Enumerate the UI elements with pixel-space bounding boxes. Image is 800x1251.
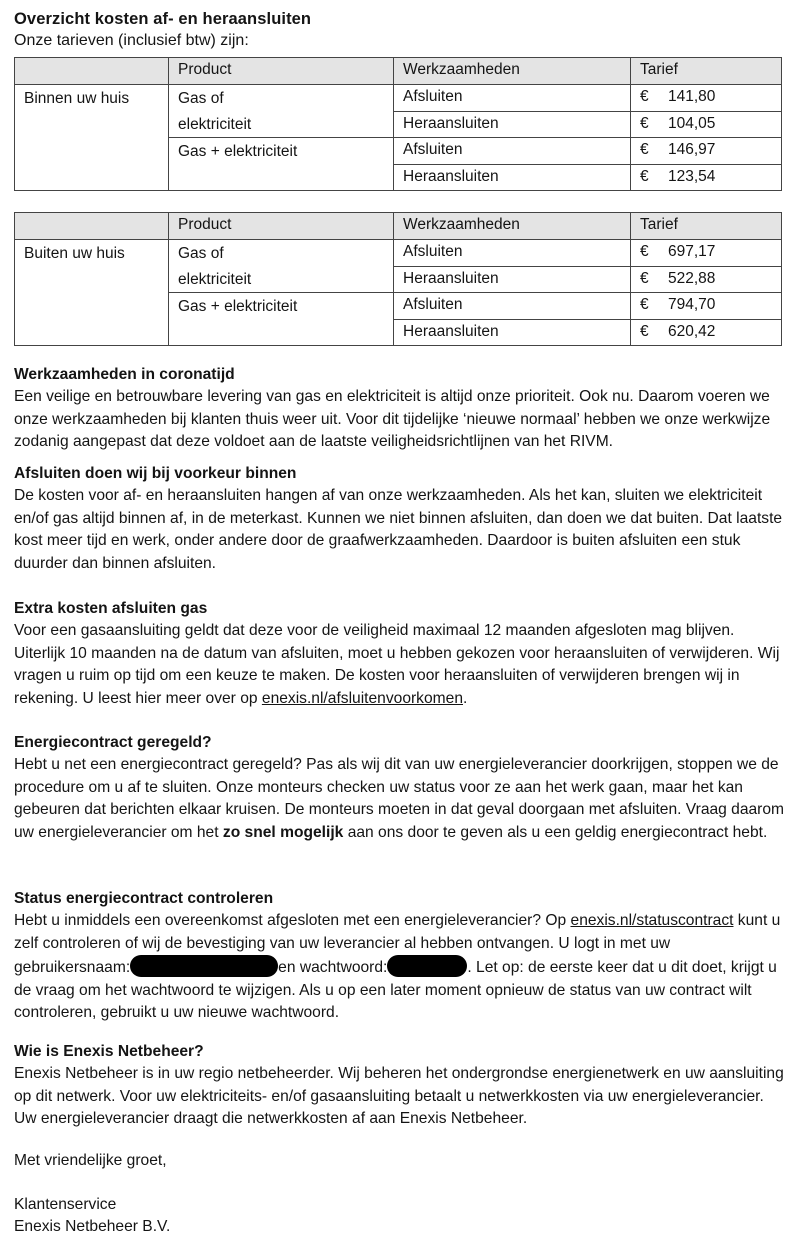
header-cell-product: Product (169, 213, 394, 240)
section-heading: Energiecontract geregeld? (14, 734, 212, 751)
header-cell-empty (15, 58, 169, 85)
tarief-cell (631, 138, 782, 165)
work-cell: Afsluiten (394, 240, 631, 267)
amount: 697,17 (668, 243, 716, 260)
intro-text: Onze tarieven (inclusief btw) zijn: (14, 32, 249, 49)
section-status-controleren (14, 888, 786, 1025)
tarief-cell (631, 111, 782, 138)
euro-sign: € (640, 141, 649, 158)
work-cell: Heraansluiten (394, 164, 631, 190)
section-energiecontract (14, 732, 786, 844)
section-body (14, 620, 786, 710)
section-extra-kosten (14, 598, 786, 710)
tarief-cell (631, 266, 782, 293)
work-cell: Heraansluiten (394, 111, 631, 138)
product-cell-cont (169, 319, 394, 345)
section-heading: Status energiecontract controleren (14, 890, 274, 907)
amount: 522,88 (668, 269, 716, 287)
tarief-cell (631, 319, 782, 345)
euro-sign: € (640, 269, 649, 287)
section-heading: Wie is Enexis Netbeheer? (14, 1043, 204, 1060)
tarief-cell (631, 85, 782, 112)
body-text-end: aan ons door te geven als u een geldig energiecontract hebt. (343, 823, 768, 841)
euro-sign: € (640, 243, 649, 260)
amount: 146,97 (668, 141, 716, 158)
work-cell: Heraansluiten (394, 319, 631, 345)
section-heading: Afsluiten doen wij bij voorkeur binnen (14, 465, 297, 482)
section-body (14, 910, 786, 1025)
location-cell: Binnen uw huis (15, 85, 169, 191)
amount: 794,70 (668, 296, 716, 313)
section-wie-is-enexis (14, 1041, 786, 1131)
body-text-mid: kunt u zelf controleren of wij de bevestiging van uw leverancier al hebben ontvangen. U logt in met uw gebruikersnaam: (14, 912, 781, 976)
tarieven-table-binnen (14, 57, 782, 191)
section-body: Een veilige en betrouwbare levering van gas en elektriciteit is altijd onze prioriteit. Ook nu. Daarom voeren we onze werkzaamheden bij klanten thuis weer uit. Voor dit tijdelijke ‘nieuwe normaal’ hebben we onze werkwijze zodanig aangepast dat deze voldoet aan de laatste veiligheidsrichtlijnen van het RIVM. (14, 388, 771, 450)
work-cell: Afsluiten (394, 85, 631, 112)
header-cell-empty (15, 213, 169, 240)
euro-sign: € (640, 167, 649, 185)
location-cell: Buiten uw huis (15, 240, 169, 346)
euro-sign: € (640, 114, 649, 132)
body-text: Hebt u net een energiecontract geregeld? Pas als wij dit van uw energieleverancier doorkrijgen, stoppen we de procedure om u af te sluiten. Onze monteurs checken uw status voor ze aan het werk gaan, maar het kan gebeuren dat berichten elkaar kruisen. De monteurs moeten in dat geval doorgaan met afsluiten. Vraag daarom uw energieleverancier om het (14, 756, 785, 841)
product-cell-cont (169, 164, 394, 190)
amount: 104,05 (668, 114, 716, 132)
signature-department: Klantenservice (14, 1196, 117, 1213)
product-cell: Gas of (169, 85, 394, 112)
header-cell-product: Product (169, 58, 394, 85)
product-cell: Gas + elektriciteit (169, 293, 394, 320)
section-heading: Werkzaamheden in coronatijd (14, 366, 235, 383)
redacted-username (130, 955, 278, 977)
work-cell: Heraansluiten (394, 266, 631, 293)
header-cell-tarief: Tarief (631, 58, 782, 85)
tarief-cell (631, 240, 782, 267)
section-afsluiten-binnen (14, 463, 786, 575)
table-row (15, 240, 782, 267)
closing-greeting: Met vriendelijke groet, (14, 1152, 167, 1169)
body-text: Hebt u inmiddels een overeenkomst afgesloten met een energieleverancier? Op (14, 912, 571, 929)
table-header-row (15, 58, 782, 85)
header-cell-werkzaamheden: Werkzaamheden (394, 213, 631, 240)
section-coronatijd (14, 364, 786, 454)
tarieven-table-buiten (14, 212, 782, 346)
emphasis-text: zo snel mogelijk (222, 823, 344, 841)
amount: 620,42 (668, 322, 716, 340)
amount: 141,80 (668, 88, 716, 105)
statuscontract-link[interactable]: enexis.nl/statuscontract (570, 912, 734, 929)
signature-company: Enexis Netbeheer B.V. (14, 1218, 171, 1235)
header-cell-werkzaamheden: Werkzaamheden (394, 58, 631, 85)
euro-sign: € (640, 296, 649, 313)
section-heading: Extra kosten afsluiten gas (14, 600, 208, 617)
work-cell: Afsluiten (394, 138, 631, 165)
euro-sign: € (640, 88, 649, 105)
amount: 123,54 (668, 167, 716, 185)
header-cell-tarief: Tarief (631, 213, 782, 240)
document-title: Overzicht kosten af- en heraansluiten (14, 10, 312, 28)
body-text-end: . (463, 689, 468, 707)
afsluitenvoorkomen-link[interactable]: enexis.nl/afsluitenvoorkomen (261, 689, 463, 707)
product-cell-cont: elektriciteit (169, 111, 394, 138)
work-cell: Afsluiten (394, 293, 631, 320)
product-cell-cont: elektriciteit (169, 266, 394, 293)
tarief-cell (631, 164, 782, 190)
table-row (15, 85, 782, 112)
section-body: De kosten voor af- en heraansluiten hangen af van onze werkzaamheden. Als het kan, sluiten we elektriciteit en/of gas altijd binnen af, in de meterkast. Kunnen we niet binnen afsluiten, dan doen we dat buiten. Dat laatste kost meer tijd en werk, onder andere door de graafwerkzaamheden. Daardoor is buiten afsluiten een stuk duurder dan binnen afsluiten. (14, 487, 783, 572)
tarief-cell (631, 293, 782, 320)
redacted-password (387, 955, 467, 977)
body-text-end: . Let op: de eerste keer dat u dit doet, krijgt u de vraag om het wachtwoord te wijzigen. Als u op een later moment opnieuw de status van uw contract wilt controleren, gebruikt u uw nieuwe wachtwoord. (14, 959, 777, 1021)
product-cell: Gas + elektriciteit (169, 138, 394, 165)
section-body (14, 754, 786, 844)
section-body: Enexis Netbeheer is in uw regio netbeheerder. Wij beheren het ondergrondse energienetwerk en uw aansluiting op dit netwerk. Voor uw elektriciteits- en/of gasaansluiting betaalt u netwerkkosten via uw energieleverancier. Uw energieleverancier draagt die netwerkkosten af aan Enexis Netbeheer. (14, 1065, 784, 1127)
body-text-mid2: en wachtwoord: (278, 959, 388, 976)
body-text: Voor een gasaansluiting geldt dat deze voor de veiligheid maximaal 12 maanden afgesloten mag blijven. Uiterlijk 10 maanden na de datum van afsluiten, moet u hebben gekozen voor heraansluiten of verwijderen. Wij vragen u ruim op tijd om een keuze te maken. De kosten voor heraansluiten of verwijderen brengen wij in rekening. U leest hier meer over op (14, 622, 780, 707)
euro-sign: € (640, 322, 649, 340)
product-cell: Gas of (169, 240, 394, 267)
table-header-row (15, 213, 782, 240)
